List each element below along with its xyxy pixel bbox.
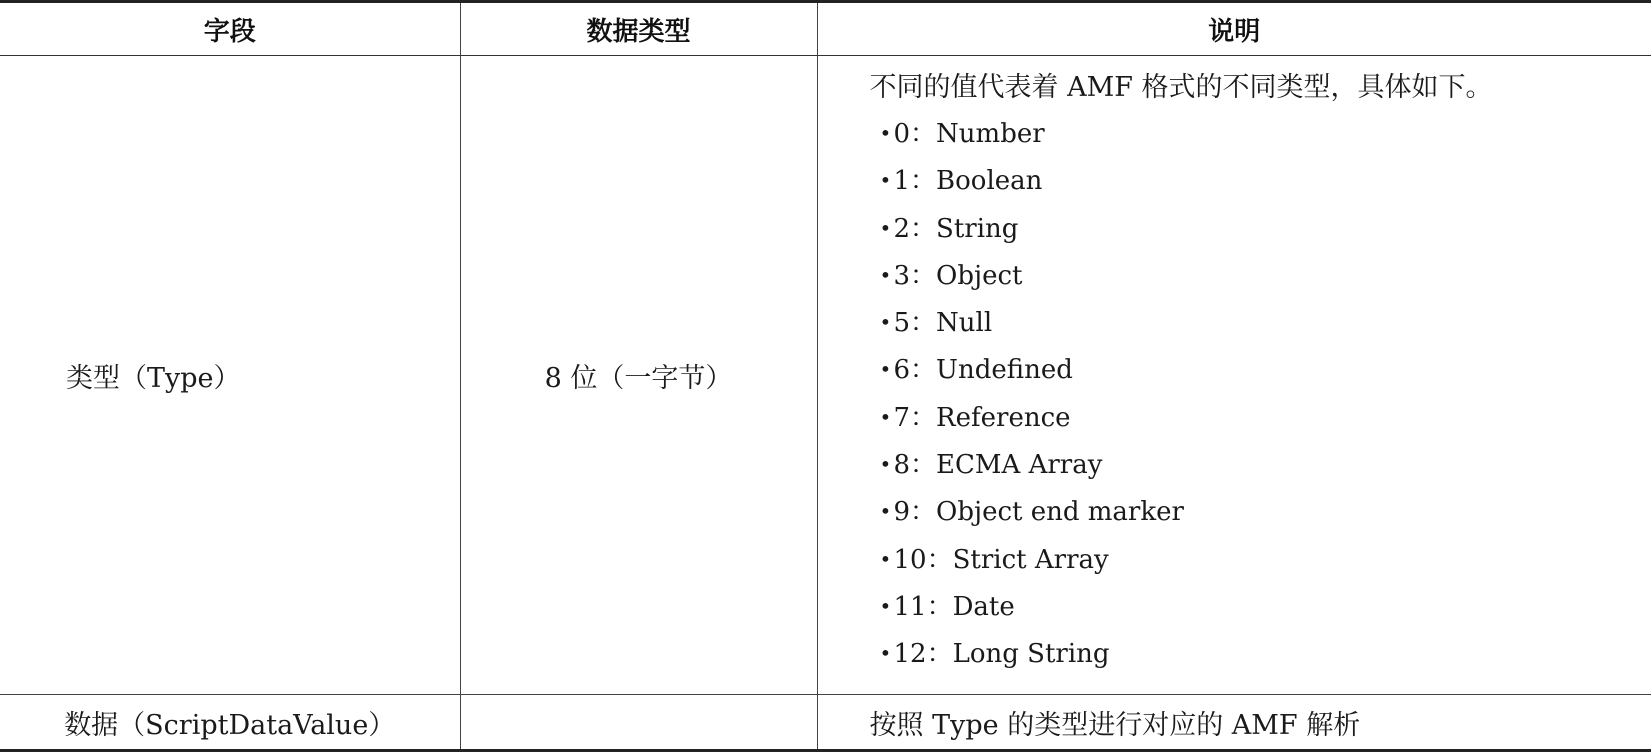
field-cell-data: 数据（ScriptDataValue） (0, 695, 460, 751)
list-item-text: 9：Object end marker (893, 497, 1184, 528)
table-row (0, 56, 1651, 695)
bullet-icon: • (879, 452, 892, 477)
list-item-text: 2：String (893, 213, 1019, 244)
table-row (0, 695, 1651, 751)
list-item (870, 252, 1651, 299)
list-item (870, 299, 1651, 346)
list-item (870, 394, 1651, 441)
bullet-icon: • (879, 499, 892, 524)
bullet-icon: • (879, 262, 892, 287)
bullet-icon: • (879, 168, 892, 193)
description-cell-data: 按照 Type 的类型进行对应的 AMF 解析 (817, 695, 1651, 751)
bullet-icon: • (879, 357, 892, 382)
list-item (870, 346, 1651, 393)
header-field: 字段 (0, 2, 460, 56)
description-intro: 不同的值代表着 AMF 格式的不同类型，具体如下。 (869, 72, 1493, 103)
bullet-icon: • (879, 593, 892, 618)
list-item (870, 157, 1651, 204)
header-description: 说明 (817, 2, 1651, 56)
list-item-text: 5：Null (893, 308, 993, 339)
list-item-text: 11：Date (893, 591, 1015, 622)
bullet-icon: • (879, 641, 892, 666)
datatype-cell-data (460, 695, 817, 751)
list-item (870, 205, 1651, 252)
bullet-icon: • (879, 121, 892, 145)
list-item (870, 536, 1651, 583)
list-item-text: 7：Reference (893, 402, 1071, 433)
bullet-icon: • (879, 310, 892, 335)
list-item (870, 441, 1651, 488)
list-item (870, 583, 1651, 630)
bullet-icon: • (879, 215, 892, 240)
list-item-text: 10：Strict Array (893, 544, 1109, 575)
datatype-cell-type: 8 位（一字节） (460, 56, 817, 695)
list-item-text: 0：Number (893, 119, 1045, 149)
list-item (870, 110, 1651, 157)
field-cell-type: 类型（Type） (0, 56, 460, 695)
list-item-text: 3：Object (893, 260, 1023, 291)
list-item (870, 630, 1651, 677)
description-cell-type (817, 56, 1651, 695)
bullet-icon: • (879, 546, 892, 571)
list-item (870, 488, 1651, 535)
table-header-row (0, 2, 1651, 56)
list-item-text: 12：Long String (893, 639, 1110, 670)
list-item-text: 6：Undefined (893, 355, 1073, 386)
bullet-icon: • (879, 404, 892, 429)
type-value-list (870, 110, 1651, 678)
list-item-text: 8：ECMA Array (893, 450, 1103, 481)
header-datatype: 数据类型 (460, 2, 817, 56)
list-item-text: 1：Boolean (893, 166, 1043, 197)
